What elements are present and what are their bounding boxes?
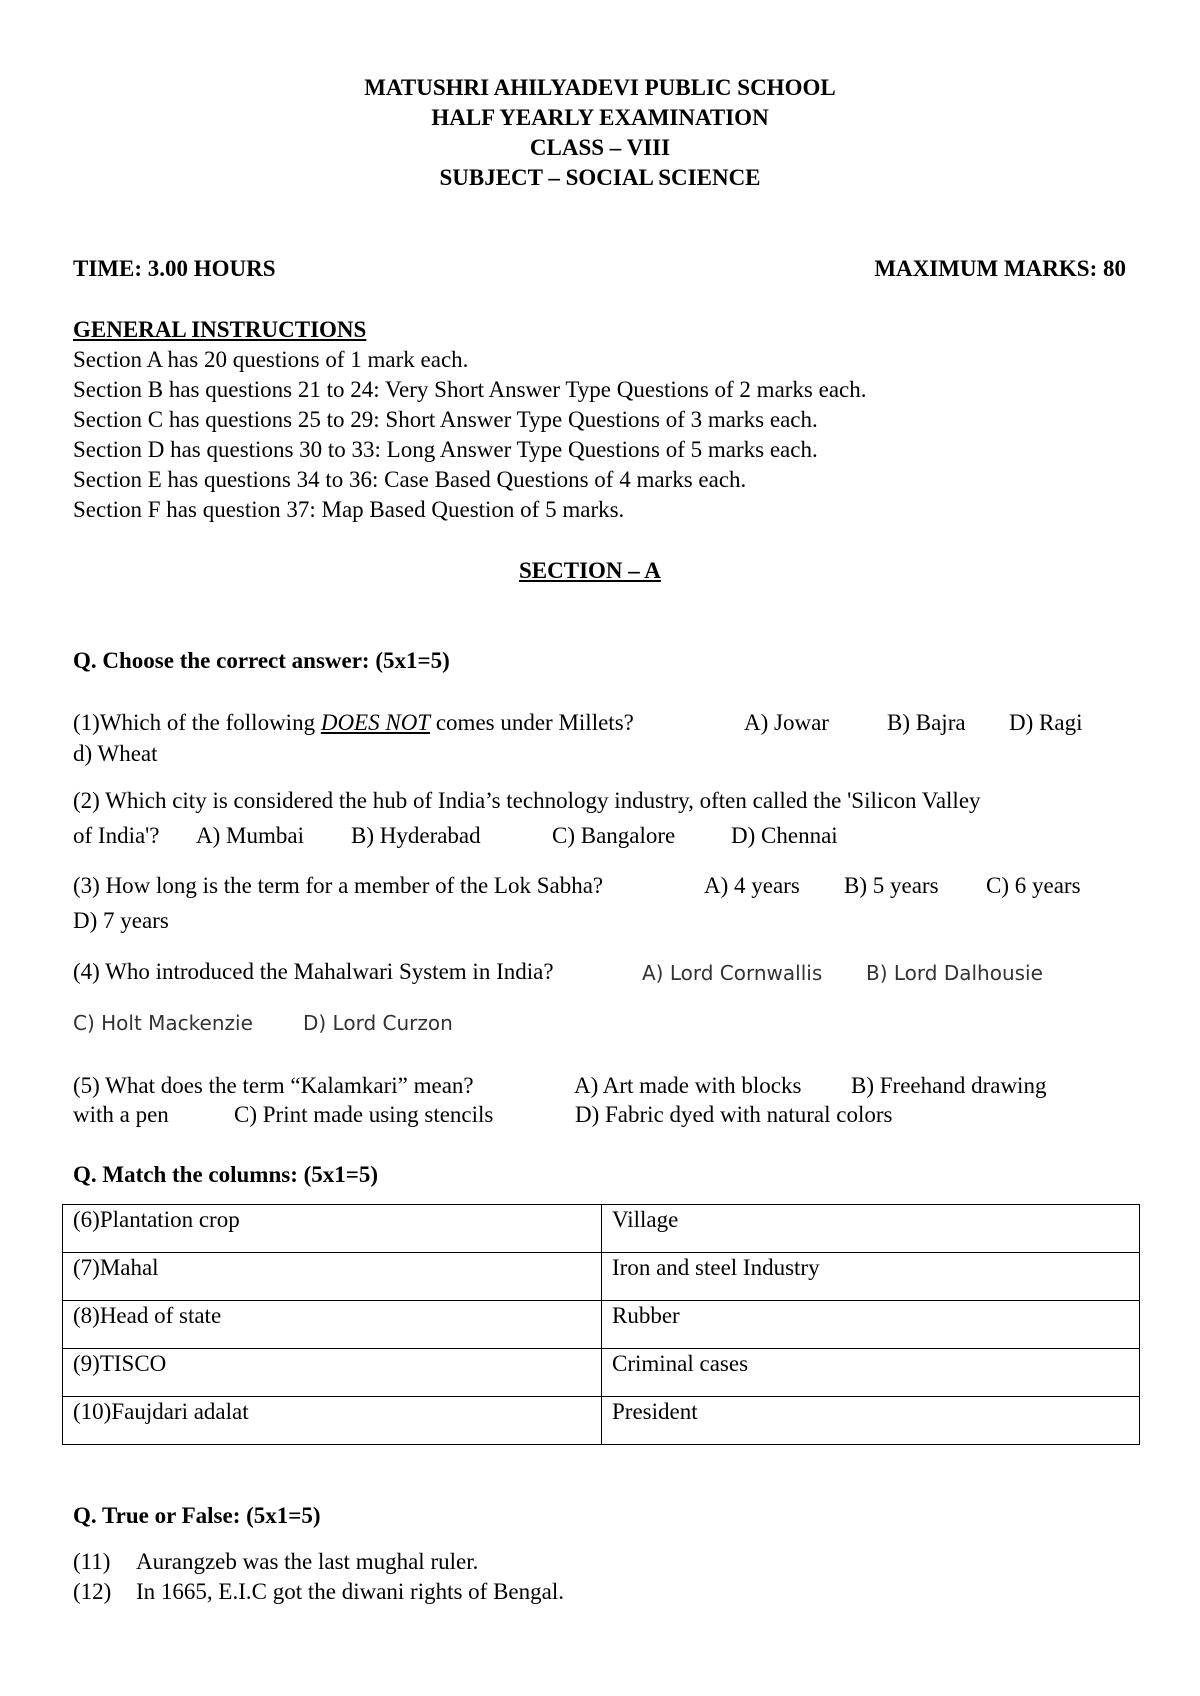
q3-option: D) 7 years [73,908,169,933]
q1-text-post: comes under Millets? [430,710,634,735]
q2-option: C) Bangalore [552,823,676,848]
match-left-cell: (6)Plantation crop [63,1205,602,1253]
tf-number: (12) [73,1579,112,1604]
class-label: CLASS – VIII [529,135,671,160]
q4-option: D) Lord Curzon [303,1011,453,1035]
match-right-cell: President [602,1397,1140,1445]
table-row [63,1301,1140,1349]
q3-option: C) 6 years [986,873,1081,898]
instruction-line: Section F has question 37: Map Based Question of 5 marks. [73,497,625,522]
q4-option: B) Lord Dalhousie [866,961,1043,985]
q2-option: A) Mumbai [196,823,304,848]
instruction-line: Section D has questions 30 to 33: Long Answer Type Questions of 5 marks each. [73,437,818,462]
match-table [62,1204,1140,1445]
mcq-heading: Q. Choose the correct answer: (5x1=5) [73,648,450,673]
subject-label: SUBJECT – SOCIAL SCIENCE [439,165,761,190]
q1-option: A) Jowar [744,710,829,735]
match-right-cell: Rubber [602,1301,1140,1349]
q5-option: A) Art made with blocks [574,1073,802,1098]
q1-option: D) Ragi [1009,710,1083,735]
match-right-cell: Village [602,1205,1140,1253]
instruction-line: Section B has questions 21 to 24: Very Short Answer Type Questions of 2 marks each. [73,377,867,402]
table-row [63,1205,1140,1253]
match-left-cell: (8)Head of state [63,1301,602,1349]
table-row [63,1349,1140,1397]
q1-emphasis: DOES NOT [320,710,431,735]
table-row [63,1253,1140,1301]
question-4: (4) Who introduced the Mahalwari System in India? [73,959,554,984]
match-left-cell: (10)Faujdari adalat [63,1397,602,1445]
table-row [63,1397,1140,1445]
q2-option: D) Chennai [731,823,838,848]
q3-option: B) 5 years [844,873,939,898]
q1-text-pre: (1)Which of the following [73,710,321,735]
question-3: (3) How long is the term for a member of the Lok Sabha? [73,873,604,898]
instruction-line: Section E has questions 34 to 36: Case Based Questions of 4 marks each. [73,467,747,492]
tf-number: (11) [73,1549,111,1574]
tf-statement: Aurangzeb was the last mughal ruler. [136,1549,479,1574]
tf-statement: In 1665, E.I.C got the diwani rights of Bengal. [136,1579,564,1604]
q5-option: D) Fabric dyed with natural colors [575,1102,893,1127]
q4-option: C) Holt Mackenzie [73,1011,253,1035]
q3-option: A) 4 years [704,873,800,898]
instruction-line: Section A has 20 questions of 1 mark each. [73,347,469,372]
match-left-cell: (9)TISCO [63,1349,602,1397]
q4-option: A) Lord Cornwallis [642,961,823,985]
question-2: (2) Which city is considered the hub of India’s technology industry, often called the 'Silicon Valley [73,788,981,813]
match-right-cell: Criminal cases [602,1349,1140,1397]
section-a-title: SECTION – A [519,558,661,583]
q2-option: B) Hyderabad [351,823,481,848]
q2-text-end: of India'? [73,823,160,848]
q5-option: C) Print made using stencils [234,1102,494,1127]
max-marks-label: MAXIMUM MARKS: 80 [874,256,1126,281]
instructions-heading: GENERAL INSTRUCTIONS [73,317,367,342]
time-label: TIME: 3.00 HOURS [73,256,276,281]
instruction-line: Section C has questions 25 to 29: Short Answer Type Questions of 3 marks each. [73,407,818,432]
school-name: MATUSHRI AHILYADEVI PUBLIC SCHOOL [364,75,836,100]
q5-option: with a pen [73,1102,169,1127]
true-false-heading: Q. True or False: (5x1=5) [73,1503,321,1528]
match-left-cell: (7)Mahal [63,1253,602,1301]
q1-option: d) Wheat [73,741,158,766]
question-1 [73,709,634,737]
exam-title: HALF YEARLY EXAMINATION [431,105,769,130]
q1-option: B) Bajra [887,710,966,735]
q5-option: B) Freehand drawing [851,1073,1047,1098]
match-heading: Q. Match the columns: (5x1=5) [73,1162,379,1187]
match-right-cell: Iron and steel Industry [602,1253,1140,1301]
question-5: (5) What does the term “Kalamkari” mean? [73,1073,474,1098]
